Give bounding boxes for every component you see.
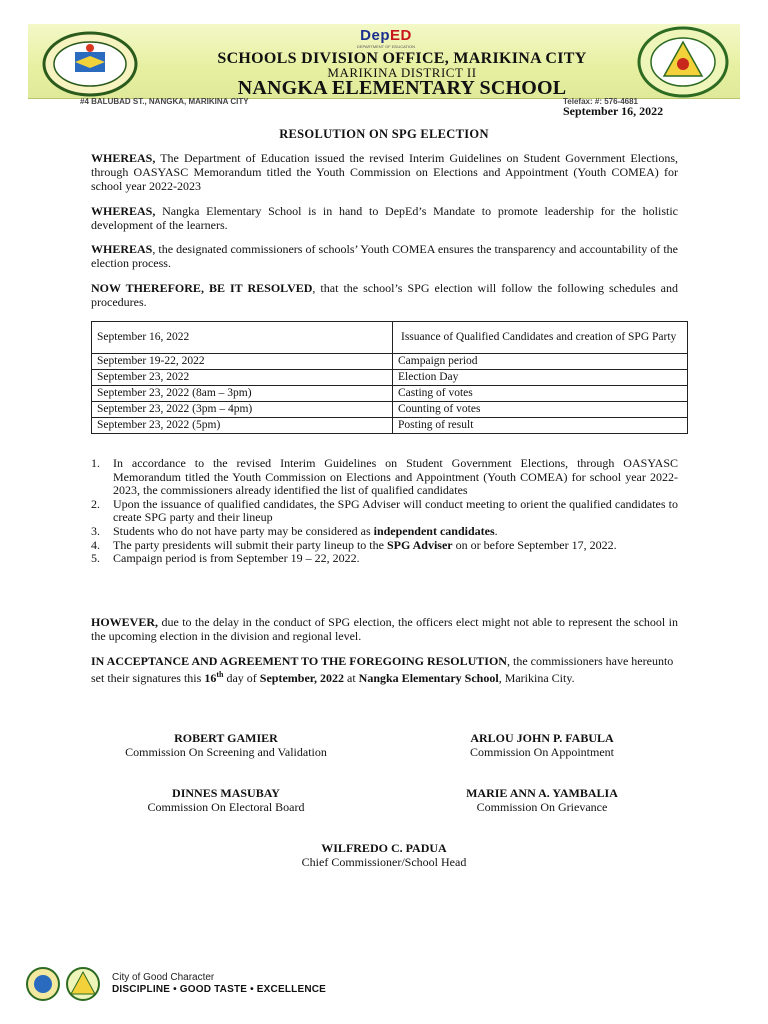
signatory-role: Commission On Appointment	[469, 745, 614, 759]
table-row	[92, 386, 688, 402]
schedule-table	[91, 321, 688, 434]
school-seal-logo	[35, 30, 145, 98]
signatory-block	[96, 731, 356, 759]
signatory-name: WILFREDO C. PADUA	[321, 841, 447, 855]
schedule-activity: Election Day	[393, 370, 688, 386]
schedule-date: September 23, 2022 (3pm – 4pm)	[92, 402, 393, 418]
schedule-date: September 19-22, 2022	[92, 354, 393, 370]
signatory-role: Commission On Screening and Validation	[125, 745, 327, 759]
acceptance-paragraph: IN ACCEPTANCE AND AGREEMENT TO THE FOREGOING RESOLUTION, the commissioners have hereunto set their signatures this 16th day of September, 2022 at Nangka Elementary School, Marikina City.	[91, 654, 674, 685]
school-address: #4 BALUBAD ST., NANGKA, MARIKINA CITY	[80, 97, 249, 106]
list-item: 3. Students who do not have party may be considered as independent candidates.	[91, 523, 498, 538]
signatory-role: Commission On Electoral Board	[147, 800, 305, 814]
schedule-activity: Casting of votes	[393, 386, 688, 402]
schedule-activity: Posting of result	[393, 418, 688, 434]
deped-logo: DepED	[360, 27, 412, 44]
schedule-activity: Counting of votes	[393, 402, 688, 418]
signatory-block	[412, 786, 672, 814]
schedule-activity: Campaign period	[393, 354, 688, 370]
whereas-paragraph-2: WHEREAS, Nangka Elementary School is in hand to DepEd’s Mandate to promote leadership for the holistic development of the learners.	[91, 204, 678, 232]
signatory-name: DINNES MASUBAY	[172, 786, 280, 800]
signatory-name: ARLOU JOHN P. FABULA	[470, 731, 614, 745]
table-row	[92, 322, 688, 354]
signatory-block	[96, 786, 356, 814]
whereas-paragraph-3: WHEREAS, the designated commissioners of schools’ Youth COMEA ensures the transparency and accountability of the election process.	[91, 242, 678, 270]
school-name: NANGKA ELEMENTARY SCHOOL	[237, 77, 567, 99]
table-row	[92, 370, 688, 386]
signatory-role: Commission On Grievance	[476, 800, 608, 814]
footer-motto: DISCIPLINE • GOOD TASTE • EXCELLENCE	[112, 984, 327, 995]
document-date: September 16, 2022	[563, 104, 664, 118]
footer-tagline: City of Good Character	[112, 972, 215, 983]
telefax-number: Telefax: #: 576-4681	[563, 97, 639, 106]
signatory-block	[412, 731, 672, 759]
district-name: MARIKINA DISTRICT II	[327, 65, 477, 80]
whereas-paragraph-1: WHEREAS, The Department of Education issued the revised Interim Guidelines on Student Government Elections, through OASYASC Memorandum titled the Youth Commission on Elections and Appointment (Youth COMEA) for school year 2022-2023	[91, 151, 678, 193]
deped-subtitle: DEPARTMENT OF EDUCATION	[356, 44, 416, 49]
schedule-date: September 23, 2022 (8am – 3pm)	[92, 386, 393, 402]
signatory-name: MARIE ANN A. YAMBALIA	[466, 786, 618, 800]
procedure-list	[91, 457, 678, 566]
table-row	[92, 354, 688, 370]
schedule-date: September 16, 2022	[92, 322, 393, 354]
schedule-activity: Issuance of Qualified Candidates and creation of SPG Party	[393, 322, 688, 354]
division-seal-logo	[632, 24, 734, 100]
division-office-name: SCHOOLS DIVISION OFFICE, MARIKINA CITY	[217, 50, 587, 67]
list-item: 1. In accordance to the revised Interim Guidelines on Student Government Elections, through OASYASC Memorandum titled the Youth Commission on Elections and Appointment (Youth COMEA) for school year 2022-2023, the commissioners already identified the list of qualified candidates	[91, 456, 678, 498]
list-item: 2. Upon the issuance of qualified candidates, the SPG Adviser will conduct meeting to orient the qualified candidates to create SPG party and their lineup	[91, 496, 678, 525]
resolved-paragraph: NOW THEREFORE, BE IT RESOLVED, that the school’s SPG election will follow the following schedules and procedures.	[91, 281, 678, 309]
list-item: 5. Campaign period is from September 19 – 22, 2022.	[91, 551, 360, 566]
schedule-date: September 23, 2022 (5pm)	[92, 418, 393, 434]
table-row	[92, 402, 688, 418]
signatory-role: Chief Commissioner/School Head	[301, 855, 467, 869]
list-item: 4. The party presidents will submit their party lineup to the SPG Adviser on or before September 17, 2022.	[91, 537, 617, 552]
table-row	[92, 418, 688, 434]
schedule-date: September 23, 2022	[92, 370, 393, 386]
however-paragraph: HOWEVER, due to the delay in the conduct of SPG election, the officers elect might not able to represent the school in the upcoming election in the division and regional level.	[91, 615, 678, 643]
signatory-block	[254, 841, 514, 869]
footer-logos	[25, 966, 105, 1002]
signatory-name: ROBERT GAMIER	[174, 731, 278, 745]
document-title: RESOLUTION ON SPG ELECTION	[279, 127, 489, 141]
